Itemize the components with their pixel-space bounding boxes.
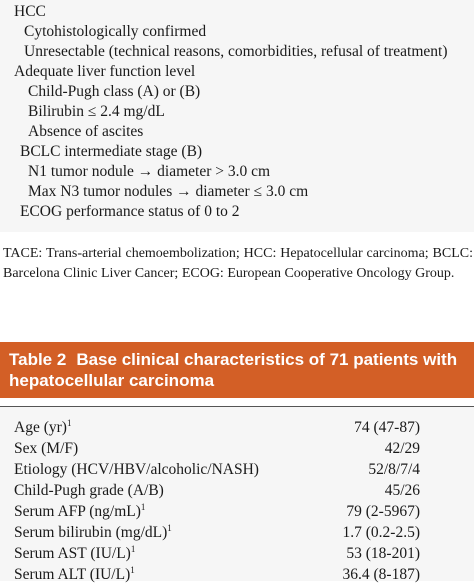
criteria-block	[0, 0, 474, 232]
criteria-line: Unresectable (technical reasons, comorbidities, refusal of treatment)	[24, 43, 448, 60]
footnote-marker: 1	[140, 502, 146, 512]
row-value: 36.4 (8-187)	[342, 566, 420, 583]
row-value: 1.7 (0.2-2.5)	[342, 524, 420, 541]
criteria-line: N1 tumor nodule → diameter > 3.0 cm	[28, 163, 271, 180]
criteria-line: Child-Pugh class (A) or (B)	[28, 83, 201, 100]
table-number: Table 2	[9, 350, 67, 369]
row-label: Etiology (HCV/HBV/alcoholic/NASH)	[14, 461, 259, 478]
table-row	[0, 438, 474, 459]
row-label: Serum AST $(IU/L)^1$	[14, 544, 136, 562]
footnote-marker: 1	[66, 418, 72, 428]
criteria-line: Absence of ascites	[28, 123, 144, 140]
table-row	[0, 417, 474, 438]
row-value: 52/8/7/4	[368, 461, 420, 478]
table-row	[0, 564, 474, 585]
row-value: 42/29	[384, 440, 420, 457]
row-value: 74 (47-87)	[354, 419, 420, 436]
criteria-line: BCLC intermediate stage (B)	[20, 143, 203, 160]
criteria-line: Bilirubin ≤ 2.4 mg/dL	[28, 103, 165, 120]
table-footnote: TACE: Trans-arterial chemoembolization; HCC: Hepatocellular carcinoma; BCLC: Barcelona Clinic Liver Cancer; ECOG: European Cooperative Oncology Group.	[3, 246, 473, 281]
criteria-line: HCC	[14, 3, 46, 20]
footnote-marker: 1	[130, 565, 135, 575]
row-label: Sex (M/F)	[14, 440, 79, 457]
row-label: Serum ALT $(IU/L)^1$	[14, 565, 135, 583]
row-label: Child-Pugh grade (A/B)	[14, 482, 164, 499]
row-value: 45/26	[384, 482, 420, 499]
table-row	[0, 522, 474, 543]
table-row	[0, 543, 474, 564]
table-caption	[0, 342, 474, 398]
footnote-marker: 1	[130, 544, 136, 554]
table-title: Base clinical characteristics of 71 patients with hepatocellular carcinoma	[9, 350, 458, 390]
criteria-line: Max N3 tumor nodules → diameter ≤ 3.0 cm	[28, 183, 309, 200]
row-label: Serum bilirubin $(mg/dL)^1$	[14, 523, 172, 541]
row-label: Age (yr)$^1$	[14, 418, 72, 436]
row-label: Serum AFP $(ng/mL)^1$	[14, 502, 146, 520]
table-row	[0, 480, 474, 501]
row-value: 53 (18-201)	[346, 545, 420, 562]
characteristics-table	[0, 406, 474, 581]
criteria-line: ECOG performance status of 0 to 2	[20, 203, 240, 220]
table-row	[0, 501, 474, 522]
footnote-marker: 1	[167, 523, 172, 533]
row-value: 79 (2-5967)	[346, 503, 420, 520]
criteria-line: Adequate liver function level	[14, 63, 196, 80]
criteria-line: Cytohistologically confirmed	[24, 23, 207, 40]
table-row	[0, 459, 474, 480]
